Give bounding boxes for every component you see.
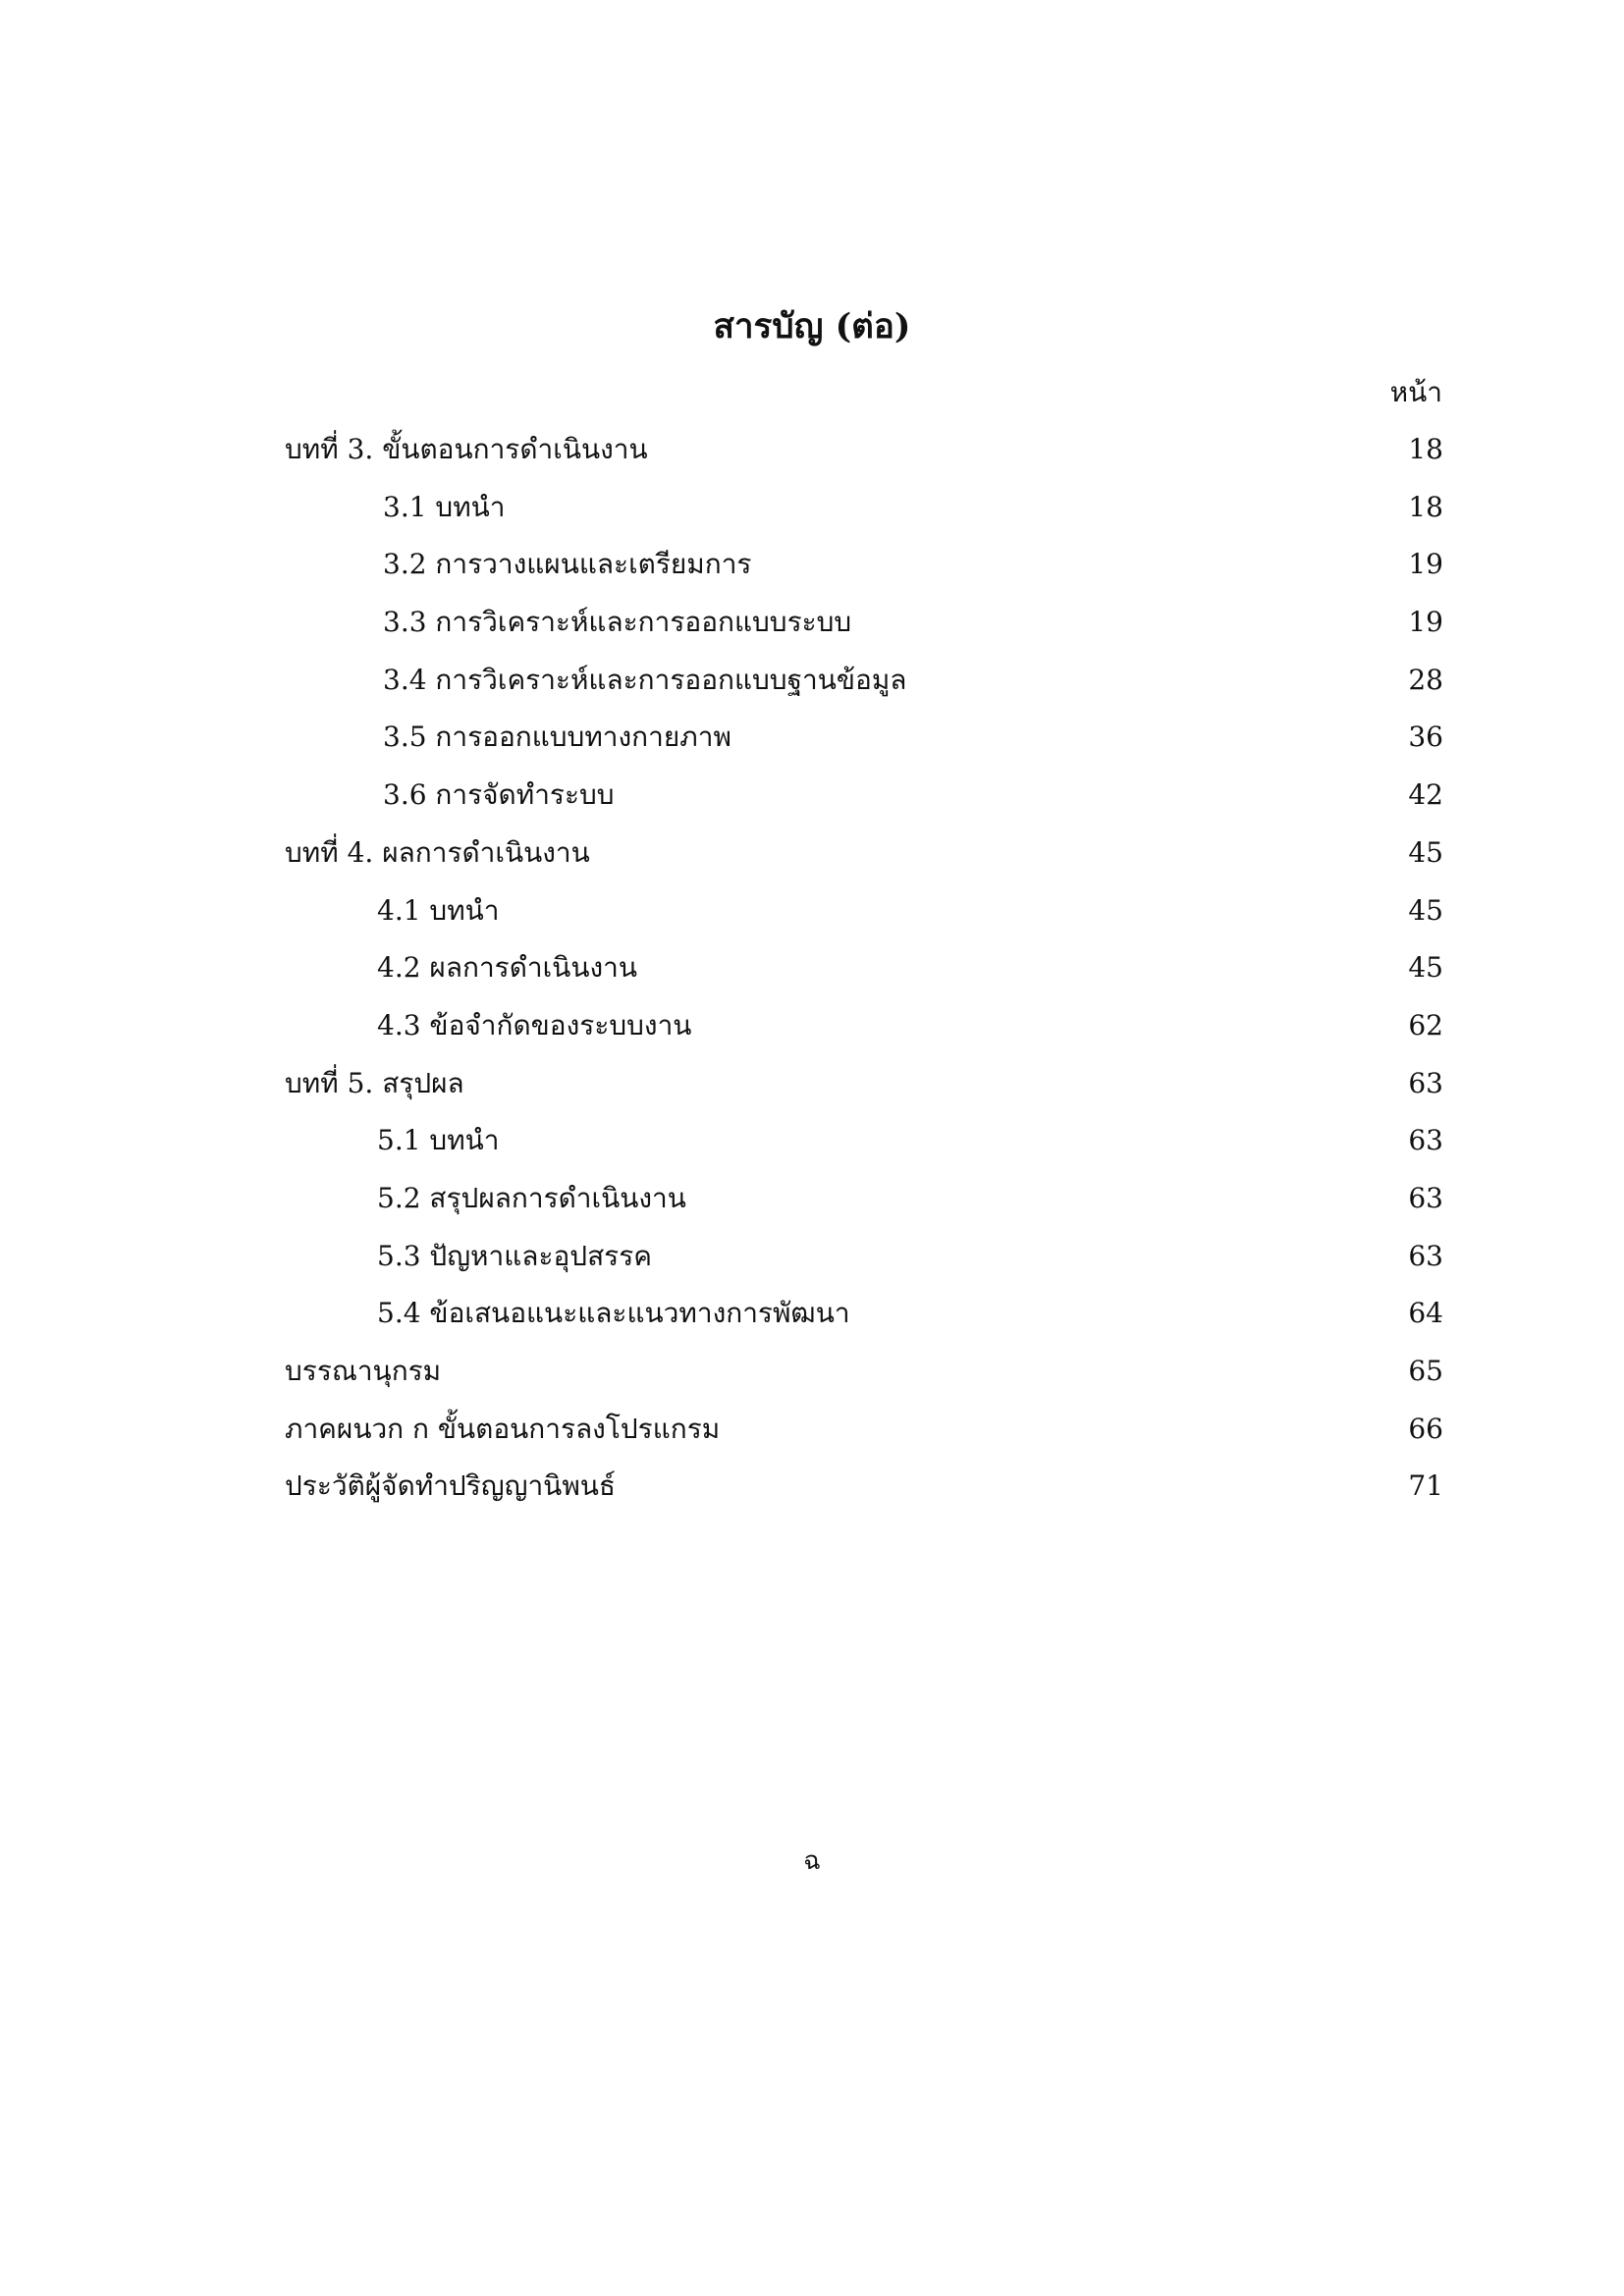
toc-entry-3-5 [285, 718, 1443, 775]
toc-entry-chapter-3 [285, 430, 1443, 488]
toc-entry-page: 28 [1408, 663, 1443, 696]
toc-entry-label: 3.4 การวิเคราะห์และการออกแบบฐานข้อมูล [383, 663, 907, 696]
toc-entry-author-biography [285, 1467, 1443, 1524]
toc-entry-5-2 [285, 1179, 1443, 1237]
toc-entry-label: บทที่ 5. สรุปผล [285, 1066, 464, 1099]
toc-entry-label: 5.4 ข้อเสนอแนะและแนวทางการพัฒนา [377, 1297, 850, 1330]
toc-entry-4-3 [285, 1006, 1443, 1064]
toc-entry-appendix-a [285, 1410, 1443, 1468]
toc-entry-3-2 [285, 545, 1443, 603]
table-of-contents [285, 430, 1443, 1524]
page-number: ฉ [803, 1846, 821, 1876]
toc-entry-page: 18 [1408, 433, 1443, 465]
toc-entry-page: 63 [1408, 1239, 1443, 1272]
page-column-header: หน้า [1389, 376, 1442, 408]
toc-entry-label: 4.1 บทนำ [377, 893, 500, 927]
toc-entry-label: บทที่ 4. ผลการดำเนินงาน [285, 835, 590, 869]
toc-entry-page: 64 [1408, 1297, 1443, 1330]
toc-entry-4-2 [285, 948, 1443, 1006]
toc-entry-label: 4.2 ผลการดำเนินงาน [377, 951, 638, 985]
page-title: สารบัญ (ต่อ) [713, 306, 911, 347]
toc-entry-chapter-5 [285, 1064, 1443, 1122]
toc-entry-label: 5.3 ปัญหาและอุปสรรค [377, 1239, 652, 1272]
toc-entry-5-4 [285, 1294, 1443, 1352]
toc-entry-label: บทที่ 3. ขั้นตอนการดำเนินงาน [285, 433, 648, 465]
toc-entry-3-1 [285, 488, 1443, 546]
toc-entry-label: ประวัติผู้จัดทำปริญญานิพนธ์ [285, 1469, 617, 1503]
toc-entry-chapter-4 [285, 833, 1443, 891]
toc-entry-label: บรรณานุกรม [285, 1355, 442, 1387]
toc-entry-page: 71 [1408, 1469, 1443, 1503]
toc-entry-page: 63 [1408, 1124, 1443, 1157]
toc-entry-label: 3.2 การวางแผนและเตรียมการ [383, 548, 752, 581]
toc-entry-label: 3.6 การจัดทำระบบ [383, 778, 615, 812]
toc-entry-bibliography [285, 1352, 1443, 1410]
toc-entry-label: 3.3 การวิเคราะห์และการออกแบบระบบ [383, 606, 852, 639]
toc-entry-page: 65 [1408, 1355, 1443, 1387]
toc-entry-label: 5.2 สรุปผลการดำเนินงาน [377, 1181, 686, 1214]
toc-entry-page: 36 [1408, 721, 1443, 754]
toc-entry-page: 45 [1408, 893, 1443, 927]
toc-entry-page: 45 [1408, 835, 1443, 869]
toc-entry-label: 5.1 บทนำ [377, 1124, 500, 1157]
toc-entry-page: 66 [1408, 1412, 1443, 1445]
toc-entry-page: 42 [1408, 778, 1443, 812]
toc-entry-page: 19 [1408, 548, 1443, 581]
toc-entry-page: 45 [1408, 951, 1443, 985]
toc-entry-page: 62 [1408, 1008, 1443, 1041]
toc-entry-page: 19 [1408, 606, 1443, 639]
toc-entry-label: 3.1 บทนำ [383, 490, 506, 523]
toc-entry-3-6 [285, 775, 1443, 833]
toc-entry-3-4 [285, 661, 1443, 719]
toc-entry-5-3 [285, 1237, 1443, 1295]
toc-entry-4-1 [285, 891, 1443, 949]
toc-entry-5-1 [285, 1121, 1443, 1179]
toc-entry-3-3 [285, 603, 1443, 661]
toc-entry-label: 3.5 การออกแบบทางกายภาพ [383, 721, 731, 754]
toc-entry-page: 18 [1408, 490, 1443, 523]
toc-entry-label: ภาคผนวก ก ขั้นตอนการลงโปรแกรม [285, 1412, 721, 1445]
toc-entry-page: 63 [1408, 1181, 1443, 1214]
toc-entry-label: 4.3 ข้อจำกัดของระบบงาน [377, 1008, 692, 1041]
toc-entry-page: 63 [1408, 1066, 1443, 1099]
